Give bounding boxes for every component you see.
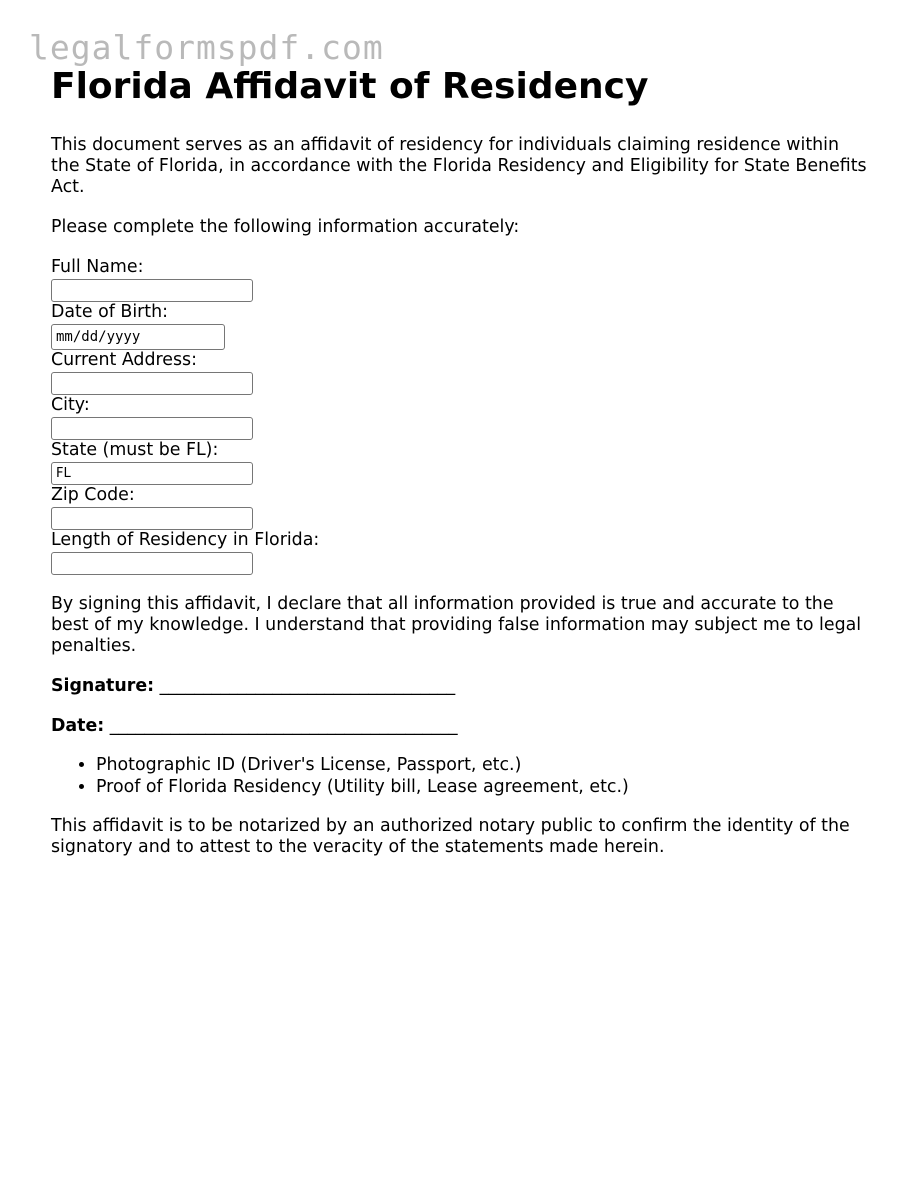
- watermark: legalformspdf.com: [29, 28, 384, 67]
- signature-line: [51, 676, 871, 697]
- declaration-paragraph: By signing this affidavit, I declare that all information provided is true and accurate to the best of my knowledge. I understand that providing false information may subject me to legal penalties.: [51, 594, 862, 656]
- date-of-birth-input[interactable]: [51, 324, 225, 350]
- full-name-input[interactable]: [51, 279, 253, 302]
- city-label: City:: [51, 395, 90, 415]
- page-title: Florida Affidavit of Residency: [51, 66, 649, 107]
- residency-length-label: Length of Residency in Florida:: [51, 530, 320, 550]
- city-input[interactable]: [51, 417, 253, 440]
- current-address-input[interactable]: [51, 372, 253, 395]
- date-of-birth-label: Date of Birth:: [51, 302, 168, 322]
- date-label: Date:: [51, 716, 105, 736]
- zip-code-label: Zip Code:: [51, 485, 135, 505]
- intro-paragraph: This document serves as an affidavit of residency for individuals claiming residence within the State of Florida, in accordance with the Florida Residency and Eligibility for State Benefits Act.: [51, 135, 867, 197]
- date-line: [51, 716, 871, 737]
- date-blank: ________________________________________: [109, 716, 458, 736]
- zip-code-input[interactable]: [51, 507, 253, 530]
- residency-length-input[interactable]: [51, 552, 253, 575]
- signature-blank: __________________________________: [159, 676, 456, 696]
- required-documents-list: [51, 754, 871, 798]
- list-item: • Proof of Florida Residency (Utility bill, Lease agreement, etc.): [96, 776, 871, 798]
- notary-paragraph: This affidavit is to be notarized by an authorized notary public to confirm the identity of the signatory and to attest to the veracity of the statements made herein.: [51, 816, 850, 857]
- current-address-label: Current Address:: [51, 350, 197, 370]
- instructions-paragraph: Please complete the following information accurately:: [51, 217, 520, 237]
- residency-form: [51, 257, 871, 575]
- state-input[interactable]: [51, 462, 253, 485]
- list-item: • Photographic ID (Driver's License, Passport, etc.): [96, 754, 871, 776]
- state-label: State (must be FL):: [51, 440, 219, 460]
- signature-label: Signature:: [51, 676, 155, 696]
- document-body: [51, 64, 871, 858]
- full-name-label: Full Name:: [51, 257, 144, 277]
